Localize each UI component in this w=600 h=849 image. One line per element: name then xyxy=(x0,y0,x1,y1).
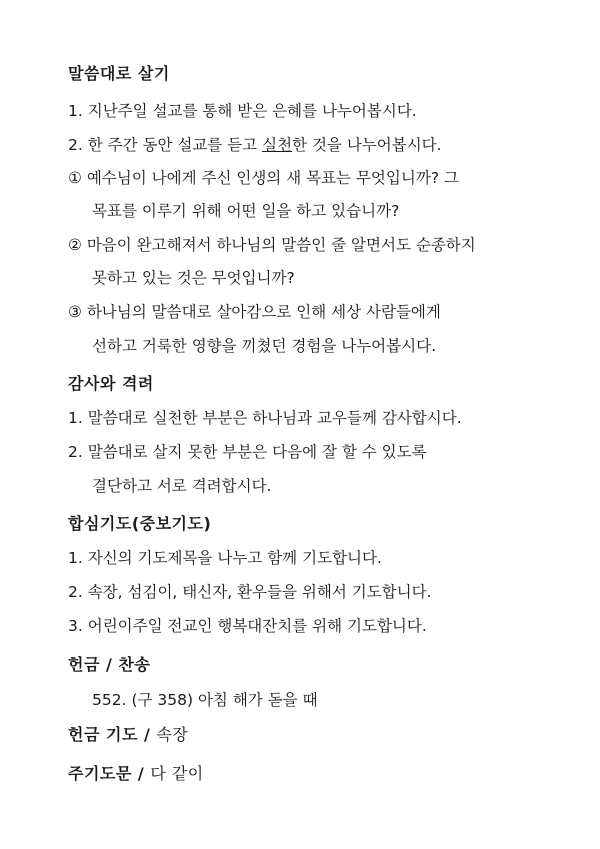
living-word-heading: 말씀대로 살기 xyxy=(68,64,170,83)
question-3-line-2: 선하고 거룩한 영향을 끼쳤던 경험을 나누어봅시다. xyxy=(92,337,436,355)
offering-prayer-label: 헌금 기도 / xyxy=(68,725,157,744)
offering-heading: 헌금 / 찬송 xyxy=(68,655,151,674)
lords-prayer-line xyxy=(68,762,204,786)
thanks-item-2-line-1: 2. 말씀대로 살지 못한 부분은 다음에 잘 할 수 있도록 xyxy=(68,443,427,461)
lords-prayer-label: 주기도문 / xyxy=(68,764,151,783)
offering-prayer-line xyxy=(68,723,188,747)
question-3-line-1: ③ 하나님의 말씀대로 살아감으로 인해 세상 사람들에게 xyxy=(68,303,441,321)
hymn-line: 552. (구 358) 아침 해가 돋을 때 xyxy=(92,691,318,709)
offering-prayer-value: 속장 xyxy=(156,725,189,744)
question-1-line-1: ① 예수님이 나에게 주신 인생의 새 목표는 무엇입니까? 그 xyxy=(68,169,459,187)
living-word-item-2 xyxy=(68,133,442,157)
living-word-item-1: 1. 지난주일 설교를 통해 받은 은혜를 나누어봅시다. xyxy=(68,102,417,120)
thanks-item-2-line-2: 결단하고 서로 격려합시다. xyxy=(92,477,272,495)
question-2-line-1: ② 마음이 완고해져서 하나님의 말씀인 줄 알면서도 순종하지 xyxy=(68,236,476,254)
thanks-heading: 감사와 격려 xyxy=(68,374,154,393)
living-word-item-2-underlined: 실천 xyxy=(262,136,293,154)
question-1-line-2: 목표를 이루기 위해 어떤 일을 하고 있습니까? xyxy=(92,202,400,220)
thanks-item-1: 1. 말씀대로 실천한 부분은 하나님과 교우들께 감사합시다. xyxy=(68,409,462,427)
prayer-item-3: 3. 어린이주일 전교인 행복대잔치를 위해 기도합니다. xyxy=(68,617,427,635)
lords-prayer-value: 다 같이 xyxy=(150,764,204,783)
living-word-item-2-post: 한 것을 나누어봅시다. xyxy=(292,136,442,154)
prayer-item-2: 2. 속장, 섬김이, 태신자, 환우들을 위해서 기도합니다. xyxy=(68,583,432,601)
living-word-item-2-pre: 2. 한 주간 동안 설교를 듣고 xyxy=(68,136,263,154)
prayer-heading: 합심기도(중보기도) xyxy=(68,514,212,533)
question-2-line-2: 못하고 있는 것은 무엇입니까? xyxy=(92,269,295,287)
prayer-item-1: 1. 자신의 기도제목을 나누고 함께 기도합니다. xyxy=(68,549,382,567)
